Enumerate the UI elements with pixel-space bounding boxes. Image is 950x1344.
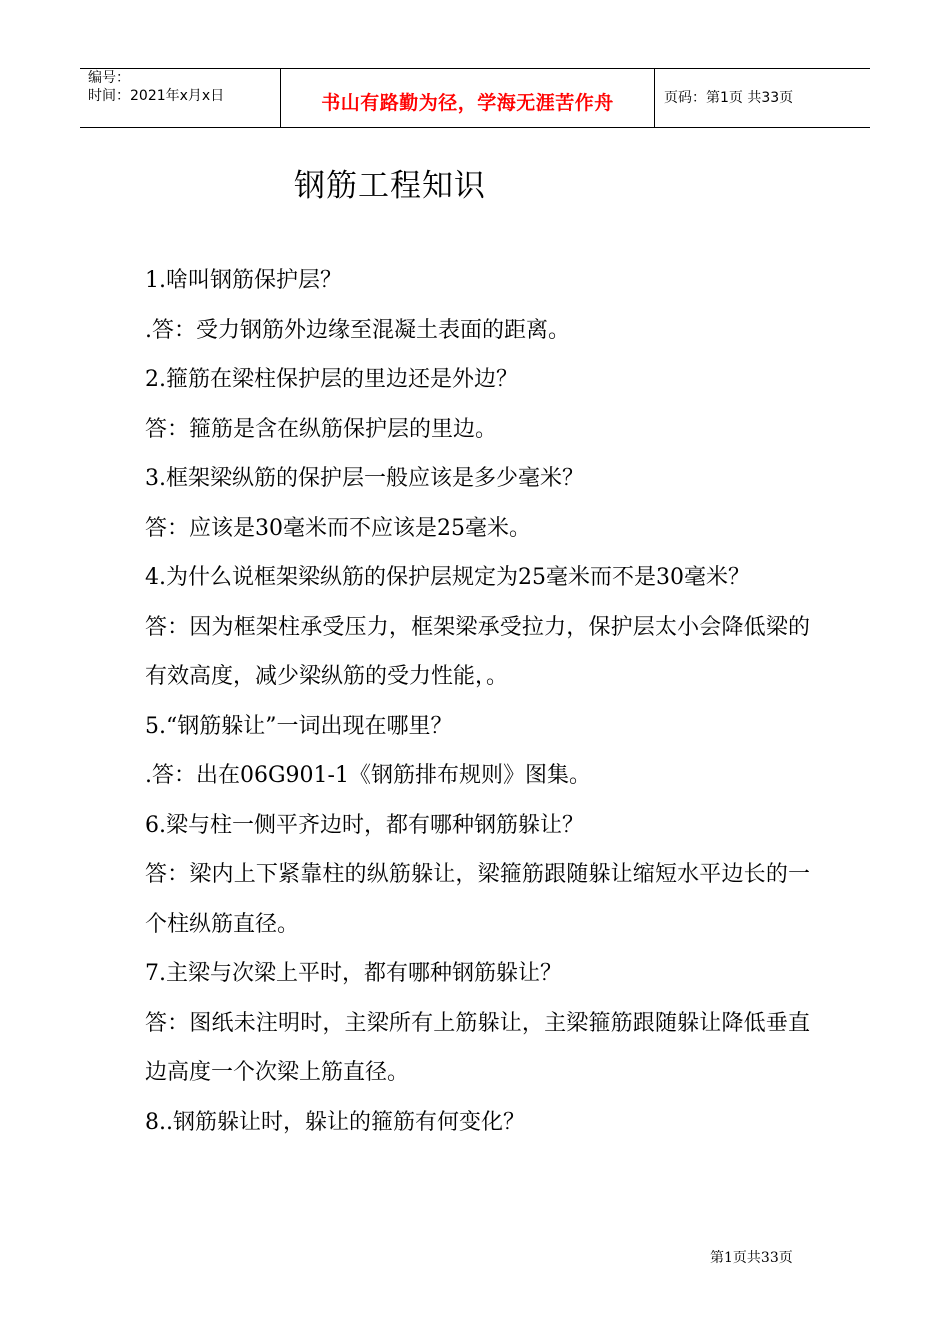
answer-3: 答：应该是30毫米而不应该是25毫米。 [145,515,531,541]
question-1: 1.啥叫钢筋保护层？ [145,268,342,293]
question-8: 8..钢筋躲让时，躲让的箍筋有何变化？ [145,1109,525,1135]
answer-1: .答：受力钢筋外边缘至混凝土表面的距离。 [145,317,570,343]
document-number-label: 编号： [88,70,130,86]
header-meta-cell [80,69,281,127]
question-3: 3.框架梁纵筋的保护层一般应该是多少毫米？ [145,466,584,491]
answer-2: 答：箍筋是含在纵筋保护层的里边。 [145,416,498,442]
question-7: 7.主梁与次梁上平时，都有哪种钢筋躲让？ [145,961,562,986]
document-title: 钢筋工程知识 [294,168,486,204]
answer-5: .答：出在06G901-1《钢筋排布规则》图集。 [145,763,591,788]
document-time-label: 时间：2021年x月x日 [88,88,225,104]
header-page-info: 页码：第1页 共33页 [664,90,794,106]
question-2: 2.箍筋在梁柱保护层的里边还是外边？ [145,367,518,392]
answer-4: 答：因为框架柱承受压力，框架梁承受拉力，保护层太小会降低梁的有效高度，减少梁纵筋的受力性能，。 [145,614,810,689]
question-4: 4.为什么说框架梁纵筋的保护层规定为25毫米而不是30毫米？ [145,565,750,590]
header-motto-cell [281,69,655,127]
answer-7: 答：图纸未注明时，主梁所有上筋躲让，主梁箍筋跟随躲让降低垂直边高度一个次梁上筋直径。 [145,1010,810,1085]
document-body [145,256,810,1147]
answer-6: 答：梁内上下紧靠柱的纵筋躲让，梁箍筋跟随躲让缩短水平边长的一个柱纵筋直径。 [145,862,810,937]
header-page-cell [655,69,870,127]
header-motto: 书山有路勤为径，学海无涯苦作舟 [321,92,614,114]
question-6: 6.梁与柱一侧平齐边时，都有哪种钢筋躲让？ [145,812,584,838]
question-5: 5.“钢筋躲让”一词出现在哪里？ [145,713,453,739]
page-footer: 第1页共33页 [710,1250,793,1266]
page-header [80,68,870,128]
